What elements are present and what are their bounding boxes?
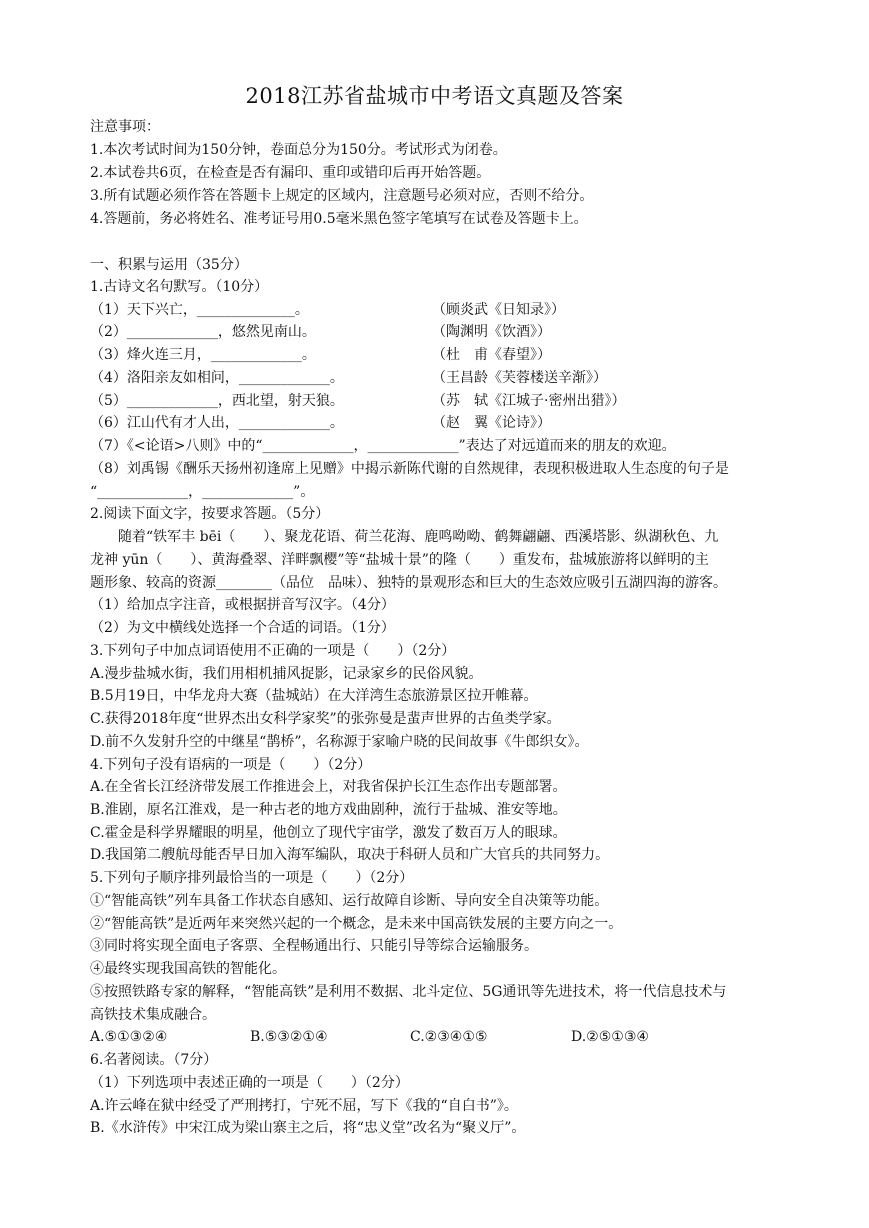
question-2-label: 2.阅读下面文字，按要求答题。（5分） (90, 506, 330, 522)
notice-item: 3.所有试题必须作答在答题卡上规定的区域内，注意题号必须对应，否则不给分。 (90, 188, 594, 204)
poem-line: （8）刘禹锡《酬乐天扬州初逢席上见赠》中揭示新陈代谢的自然规律，表现积极进取人生态度的句子是 (90, 461, 729, 477)
reading-paragraph-line: 随着“铁军丰 bēi（ ）、聚龙花语、荷兰花海、鹿鸣呦呦、鹤舞翩翩、西溪塔影、纵湖秋色、九 (90, 529, 719, 545)
choice-option: C.获得2018年度“世界杰出女科学家奖”的张弥曼是蜚声世界的古鱼类学家。 (90, 711, 561, 727)
choice-option: B.淮剧，原名江淮戏，是一种古老的地方戏曲剧种，流行于盐城、淮安等地。 (90, 802, 567, 818)
poem-source: （苏 轼《江城子·密州出猎》） (432, 393, 626, 409)
poem-line: （1）天下兴亡，______________。 (90, 302, 309, 318)
poem-line: （2）_____________，悠然见南山。 (90, 324, 316, 340)
poem-line: （7）《<论语>八则》中的“_____________，_____________”表达了对远道而来的朋友的欢迎。 (90, 438, 676, 454)
order-choice: D.②⑤①③④ (571, 1029, 649, 1045)
poem-source: （王昌龄《芙蓉楼送辛渐》） (432, 370, 607, 386)
sentence-item: ③同时将实现全面电子客票、全程畅通出行、只能引导等综合运输服务。 (90, 938, 538, 954)
sentence-item: ④最终实现我国高铁的智能化。 (90, 961, 286, 977)
choice-option: A.在全省长江经济带发展工作推进会上，对我省保护长江生态作出专题部署。 (90, 779, 567, 795)
section-heading: 一、积累与运用（35分） (90, 257, 248, 273)
question-3-label: 3.下列句子中加点词语使用不正确的一项是（ ）（2分） (90, 643, 456, 659)
notice-item: 4.答题前，务必将姓名、准考证号用0.5毫米黑色签字笔填写在试卷及答题卡上。 (90, 211, 588, 227)
poem-line: （3）烽火连三月，_____________。 (90, 347, 316, 363)
poem-line: （5）_____________，西北望，射天狼。 (90, 393, 344, 409)
poem-line: （4）洛阳亲友如相问，_____________。 (90, 370, 344, 386)
notice-item: 2.本试卷共6页，在检查是否有漏印、重印或错印后再开始答题。 (90, 165, 491, 181)
choice-option: A.许云峰在狱中经受了严刑拷打，宁死不屈，写下《我的“自白书”》。 (90, 1098, 518, 1114)
poem-line: （6）江山代有才人出，_____________。 (90, 415, 344, 431)
question-6-label: 6.名著阅读。（7分） (90, 1052, 218, 1068)
sentence-item: ①“智能高铁”列车具备工作状态自感知、运行故障自诊断、导向安全自决策等功能。 (90, 893, 609, 909)
sentence-item: ⑤按照铁路专家的解释，“智能高铁”是利用不数据、北斗定位、5G通讯等先进技术，将一代信息技术与 (90, 984, 727, 1000)
reading-paragraph-line: 题形象、较高的资源________（品位 品味）、独特的景观形态和巨大的生态效应吸引五湖四海的游客。 (90, 575, 727, 591)
sub-question: （1）下列选项中表述正确的一项是（ ）（2分） (90, 1075, 409, 1091)
notice-item: 1.本次考试时间为150分钟，卷面总分为150分。考试形式为闭卷。 (90, 142, 507, 158)
order-choice: C.②③④①⑤ (410, 1029, 488, 1045)
choice-option: B.5月19日，中华龙舟大赛（盐城站）在大洋湾生态旅游景区拉开帷幕。 (90, 688, 538, 704)
question-5-label: 5.下列句子顺序排列最恰当的一项是（ ）（2分） (90, 870, 414, 886)
order-choice: B.⑤③②①④ (250, 1029, 328, 1045)
sentence-item: 高铁技术集成融合。 (90, 1007, 216, 1023)
poem-source: （杜 甫《春望》） (432, 347, 551, 363)
sub-question: （2）为文中横线处选择一个合适的词语。（1分） (90, 620, 395, 636)
choice-option: B.《水浒传》中宋江成为梁山寨主之后，将“忠义堂”改名为“聚义厅”。 (90, 1120, 526, 1136)
order-choice: A.⑤①③②④ (90, 1029, 168, 1045)
notice-heading: 注意事项： (90, 119, 160, 135)
poem-source: （顾炎武《日知录》） (432, 302, 565, 318)
choice-option: A.漫步盐城水街，我们用相机捕风捉影，记录家乡的民俗风貌。 (90, 666, 483, 682)
poem-line: “_____________，_____________”。 (90, 484, 315, 500)
poem-source: （赵 翼《论诗》） (432, 415, 551, 431)
reading-paragraph-line: 龙神 yūn（ ）、黄海叠翠、洋畔飘樱”等“盐城十景”的隆（ ）重发布，盐城旅游将以鲜明的主 (90, 552, 709, 568)
choice-option: C.霍金是科学界耀眼的明星，他创立了现代宇宙学，激发了数百万人的眼球。 (90, 825, 567, 841)
choice-option: D.我国第二艘航母能否早日加入海军编队，取决于科研人员和广大官兵的共同努力。 (90, 847, 610, 863)
page-title: 2018江苏省盐城市中考语文真题及答案 (245, 84, 624, 108)
question-4-label: 4.下列句子没有语病的一项是（ ）（2分） (90, 757, 372, 773)
question-1-label: 1.古诗文名句默写。（10分） (90, 279, 269, 295)
choice-option: D.前不久发射升空的中继星“鹊桥”，名称源于家喻户晓的民间故事《牛郎织女》。 (90, 734, 589, 750)
poem-source: （陶渊明《饮酒》） (432, 324, 551, 340)
sentence-item: ②“智能高铁”是近两年来突然兴起的一个概念，是未来中国高铁发展的主要方向之一。 (90, 916, 623, 932)
sub-question: （1）给加点字注音，或根据拼音写汉字。（4分） (90, 597, 395, 613)
